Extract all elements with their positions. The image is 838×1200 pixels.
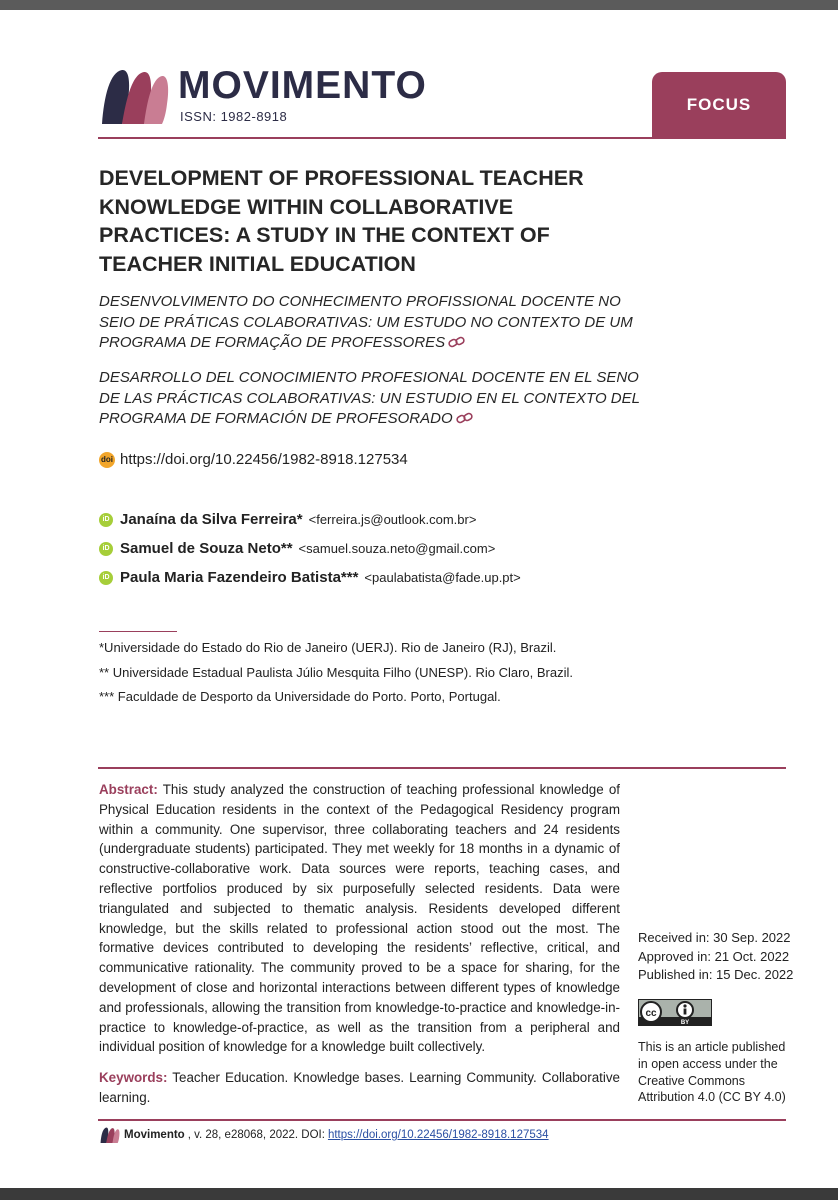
article-title-spanish: DESARROLLO DEL CONOCIMIENTO PROFESIONAL DOCENTE EN EL SENO DE LAS PRÁCTICAS COLABORATIVAS: UN ESTUDIO EN EL CONTEXTO DEL PROGRAMA DE FORMACIÓN DE PROFESORADO bbox=[99, 369, 640, 427]
svg-text:cc: cc bbox=[645, 1008, 657, 1019]
orcid-icon[interactable]: iD bbox=[99, 571, 113, 585]
movimento-logo-icon bbox=[100, 1126, 120, 1144]
link-icon[interactable] bbox=[448, 336, 465, 348]
author-name: Paula Maria Fazendeiro Batista*** bbox=[120, 569, 359, 586]
affiliation-footnote: *** Faculdade de Desporto da Universidade do Porto. Porto, Portugal. bbox=[99, 689, 501, 704]
movimento-logo-icon bbox=[100, 66, 170, 126]
published-date: Published in: 15 Dec. 2022 bbox=[638, 967, 794, 982]
author-row bbox=[99, 511, 476, 528]
approved-date: Approved in: 21 Oct. 2022 bbox=[638, 948, 790, 964]
keywords-text: Teacher Education. Knowledge bases. Learning Community. Collaborative learning. bbox=[99, 1070, 620, 1105]
section-tab-focus: FOCUS bbox=[652, 72, 786, 138]
affiliation-footnote: ** Universidade Estadual Paulista Júlio Mesquita Filho (UNESP). Rio Claro, Brazil. bbox=[99, 665, 573, 680]
abstract-text: This study analyzed the construction of teaching professional knowledge of Physical Education residents in the context of the Pedagogical Residency program within a community. One supervisor, three collaborating teachers and 24 residents (undergraduate students) participated. They met weekly for 18 months in a dynamic of constructive-collaborative work. Data sources were reports, teaching cases, and reflective portfolios produced by six purposefully selected residents. Data were triangulated and subjected to thematic analysis. Residents developed different knowledge, but the skills related to professional action stood out the most. The formative devices contributed to developing the residents’ reflective, critical, and communicative rationality. The community proved to be a space for sharing, for the development of close and horizontal interactions between different types of knowledge and professionals, allowing the transition from knowledge-to-practice and knowledge-in-practice to knowledge-of-practice, as well as the transition from a peripheral and individual position of knowledge for a knowledge built collectively. bbox=[99, 782, 621, 1055]
abstract-top-divider bbox=[98, 767, 786, 769]
received-date: Received in: 30 Sep. 2022 bbox=[638, 930, 791, 945]
author-row bbox=[99, 540, 495, 557]
author-email[interactable]: <paulabatista@fade.up.pt> bbox=[364, 570, 521, 585]
keywords bbox=[99, 1068, 620, 1108]
footer-divider bbox=[98, 1119, 786, 1121]
abstract bbox=[99, 780, 620, 1057]
journal-brand-name: MOVIMENTO bbox=[178, 64, 427, 107]
author-name: Samuel de Souza Neto** bbox=[120, 540, 293, 557]
header-divider bbox=[98, 137, 786, 139]
footer-journal-name: Movimento bbox=[124, 1129, 185, 1141]
author-name: Janaína da Silva Ferreira* bbox=[120, 511, 303, 528]
keywords-label: Keywords: bbox=[99, 1070, 168, 1085]
author-email[interactable]: <samuel.souza.neto@gmail.com> bbox=[298, 541, 496, 556]
cc-badge-text: BY bbox=[680, 1020, 690, 1025]
abstract-label: Abstract: bbox=[99, 782, 158, 797]
journal-issn: ISSN: 1982-8918 bbox=[180, 109, 288, 124]
top-edge-bar bbox=[0, 0, 838, 10]
footer-citation-text: , v. 28, e28068, 2022. DOI: bbox=[187, 1129, 325, 1141]
doi-link[interactable]: https://doi.org/10.22456/1982-8918.127534 bbox=[120, 451, 408, 468]
article-title-portuguese: DESENVOLVIMENTO DO CONHECIMENTO PROFISSIONAL DOCENTE NO SEIO DE PRÁTICAS COLABORATIVAS: UM ESTUDO NO CONTEXTO DE UM PROGRAMA DE FORMAÇÃO DE PROFESSORES bbox=[99, 293, 633, 351]
doi-line bbox=[99, 451, 408, 468]
author-email[interactable]: <ferreira.js@outlook.com.br> bbox=[308, 512, 477, 527]
footer-citation bbox=[100, 1126, 549, 1144]
bottom-edge-bar bbox=[0, 1188, 838, 1200]
affiliation-footnote: *Universidade do Estado do Rio de Janeiro (UERJ). Rio de Janeiro (RJ), Brazil. bbox=[99, 640, 557, 655]
orcid-icon[interactable]: iD bbox=[99, 542, 113, 556]
cc-by-icon bbox=[639, 1000, 711, 1025]
publication-dates bbox=[638, 929, 793, 985]
article-title: DEVELOPMENT OF PROFESSIONAL TEACHER KNOWLEDGE WITHIN COLLABORATIVE PRACTICES: A STUDY IN THE CONTEXT OF TEACHER INITIAL EDUCATION bbox=[99, 166, 584, 276]
author-row bbox=[99, 569, 521, 586]
doi-icon: doi bbox=[99, 452, 115, 468]
link-icon[interactable] bbox=[456, 412, 473, 424]
orcid-icon[interactable]: iD bbox=[99, 513, 113, 527]
footnote-divider bbox=[99, 631, 177, 632]
footer-doi-link[interactable]: https://doi.org/10.22456/1982-8918.127534 bbox=[327, 1129, 549, 1141]
license-text: This is an article published in open access under the Creative Commons Attribution 4.0 (CC BY 4.0) bbox=[638, 1040, 786, 1105]
creative-commons-badge[interactable] bbox=[638, 999, 712, 1026]
